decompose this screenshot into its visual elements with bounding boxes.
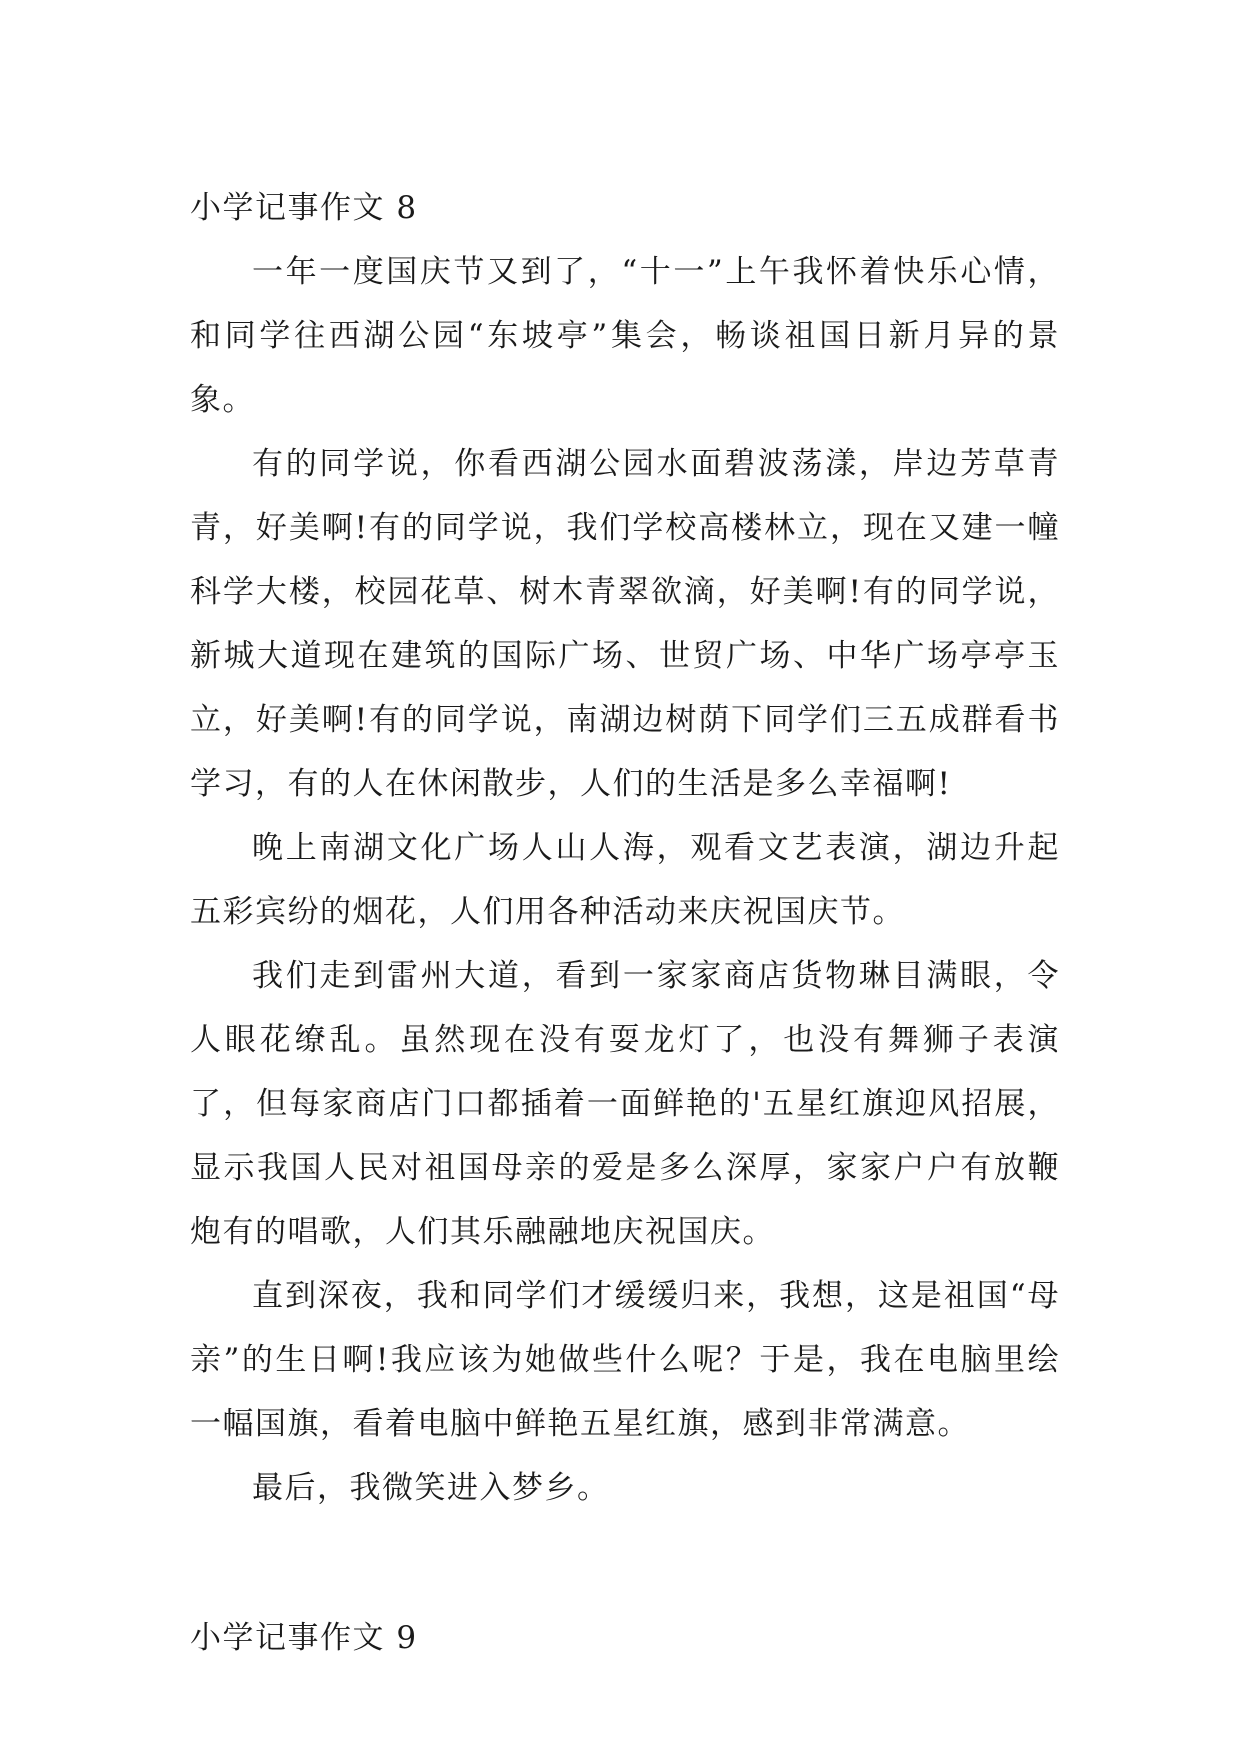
paragraph: 我们走到雷州大道，看到一家家商店货物琳目满眼，令人眼花缭乱。虽然现在没有耍龙灯了，也没有舞狮子表演了，但每家商店门口都插着一面鲜艳的'五星红旗迎风招展，显示我国人民对祖国母亲的爱是多么深厚，家家户户有放鞭炮有的唱歌，人们其乐融融地庆祝国庆。 <box>190 958 1060 1250</box>
paragraph: 直到深夜，我和同学们才缓缓归来，我想，这是祖国“母亲”的生日啊!我应该为她做些什么呢？于是，我在电脑里绘一幅国旗，看着电脑中鲜艳五星红旗，感到非常满意。 <box>190 1278 1060 1442</box>
paragraph: 有的同学说，你看西湖公园水面碧波荡漾，岸边芳草青青，好美啊!有的同学说，我们学校高楼林立，现在又建一幢科学大楼，校园花草、树木青翠欲滴，好美啊!有的同学说，新城大道现在建筑的国际广场、世贸广场、中华广场亭亭玉立，好美啊!有的同学说，南湖边树荫下同学们三五成群看书学习，有的人在休闲散步，人们的生活是多么幸福啊! <box>190 446 1060 802</box>
section-heading: 小学记事作文 9 <box>190 1620 418 1656</box>
paragraph: 一年一度国庆节又到了，“十一”上午我怀着快乐心情，和同学往西湖公园“东坡亭”集会，畅谈祖国日新月异的景象。 <box>190 254 1060 418</box>
essay-section-8 <box>190 176 1060 1520</box>
document-body <box>190 176 1060 1670</box>
essay-section-9 <box>190 1606 1060 1670</box>
paragraph: 最后，我微笑进入梦乡。 <box>252 1470 610 1506</box>
paragraph: 晚上南湖文化广场人山人海，观看文艺表演，湖边升起五彩宾纷的烟花，人们用各种活动来庆祝国庆节。 <box>190 830 1060 930</box>
section-heading: 小学记事作文 8 <box>190 190 418 226</box>
